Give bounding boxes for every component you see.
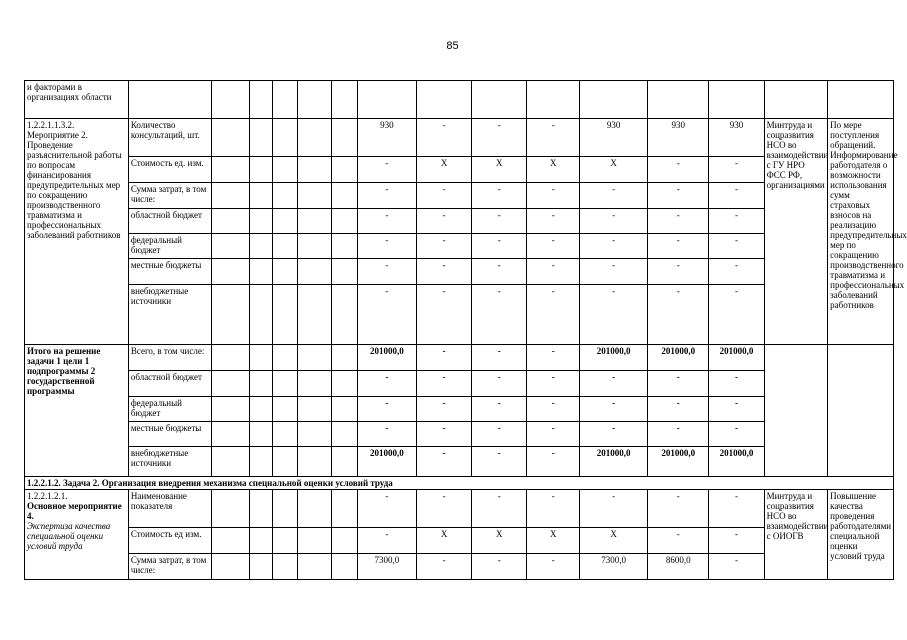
value-cell: - bbox=[472, 119, 527, 157]
value-cell: - bbox=[709, 259, 764, 285]
value-cell: - bbox=[527, 490, 580, 528]
value-cell: - bbox=[527, 447, 580, 477]
value-cell: - bbox=[357, 397, 416, 422]
value-cell: - bbox=[472, 371, 527, 397]
value-cell: - bbox=[648, 285, 709, 345]
value-cell: 201000,0 bbox=[580, 345, 648, 371]
value-cell: 201000,0 bbox=[648, 447, 709, 477]
value-cell: - bbox=[417, 183, 472, 209]
event-code: 1.2.2.1.2.1. bbox=[27, 491, 68, 501]
value-cell: - bbox=[709, 209, 764, 234]
row-label: внебюджетные источники bbox=[128, 285, 211, 345]
value-cell: - bbox=[527, 209, 580, 234]
value-cell: - bbox=[709, 285, 764, 345]
row-label: местные бюджеты bbox=[128, 422, 211, 447]
value-cell: - bbox=[417, 371, 472, 397]
value-cell: - bbox=[709, 234, 764, 259]
result-cell: По мере поступления обращений. Информирование работодателя о возможности использования сумм страховых взносов на реализацию предупредительных мер по сокращению производственного травматизма и профессиональных заболеваний работников bbox=[828, 119, 894, 345]
value-cell: - bbox=[472, 234, 527, 259]
row-label: Стоимость ед. изм. bbox=[128, 157, 211, 183]
value-cell: - bbox=[648, 209, 709, 234]
value-cell: - bbox=[357, 234, 416, 259]
value-cell: - bbox=[357, 259, 416, 285]
task-title: 1.2.2.1.2. Задача 2. Организация внедрения механизма специальной оценки условий труда bbox=[25, 477, 894, 490]
value-cell: - bbox=[417, 490, 472, 528]
row-label: Всего, в том числе: bbox=[128, 345, 211, 371]
value-cell: - bbox=[472, 490, 527, 528]
executor-cell bbox=[764, 345, 828, 477]
table-row bbox=[25, 234, 894, 259]
value-cell: - bbox=[709, 490, 764, 528]
value-cell: - bbox=[648, 397, 709, 422]
program-table bbox=[24, 80, 907, 580]
value-cell: 7300,0 bbox=[580, 554, 648, 580]
executor-cell: Минтруда и соцразвития НСО во взаимодействии с ГУ НРО ФСС РФ, организациями bbox=[764, 119, 828, 345]
value-cell: 930 bbox=[709, 119, 764, 157]
value-cell: - bbox=[648, 234, 709, 259]
row-label: Сумма затрат, в том числе: bbox=[128, 554, 211, 580]
value-cell: - bbox=[472, 422, 527, 447]
value-cell: - bbox=[648, 259, 709, 285]
value-cell: - bbox=[527, 422, 580, 447]
table-row bbox=[25, 209, 894, 234]
value-cell: - bbox=[709, 554, 764, 580]
event-title: Основное мероприятие 4. bbox=[27, 501, 122, 521]
value-cell: X bbox=[472, 528, 527, 554]
value-cell: - bbox=[417, 119, 472, 157]
row-label: федеральный бюджет bbox=[128, 397, 211, 422]
value-cell: - bbox=[357, 528, 416, 554]
row-label: местные бюджеты bbox=[128, 259, 211, 285]
value-cell: - bbox=[709, 157, 764, 183]
value-cell: - bbox=[527, 554, 580, 580]
result-cell bbox=[828, 345, 894, 477]
value-cell: - bbox=[472, 285, 527, 345]
table-row bbox=[25, 490, 894, 528]
value-cell: - bbox=[580, 234, 648, 259]
row-label: Сумма затрат, в том числе: bbox=[128, 183, 211, 209]
value-cell: - bbox=[580, 422, 648, 447]
table-row bbox=[25, 183, 894, 209]
value-cell: - bbox=[580, 490, 648, 528]
value-cell: - bbox=[527, 183, 580, 209]
value-cell: - bbox=[417, 345, 472, 371]
continuation-name: и факторами в организациях области bbox=[25, 81, 129, 119]
value-cell: - bbox=[357, 209, 416, 234]
table-row bbox=[25, 371, 894, 397]
value-cell: - bbox=[648, 371, 709, 397]
row-label: Количество консультаций, шт. bbox=[128, 119, 211, 157]
value-cell: - bbox=[709, 397, 764, 422]
value-cell: X bbox=[527, 528, 580, 554]
value-cell: - bbox=[580, 397, 648, 422]
value-cell: 930 bbox=[580, 119, 648, 157]
row-label: федеральный бюджет bbox=[128, 234, 211, 259]
table-row bbox=[25, 345, 894, 371]
row-label: Стоимость ед изм. bbox=[128, 528, 211, 554]
table-row bbox=[25, 447, 894, 477]
continuation-row bbox=[25, 81, 894, 119]
value-cell: 930 bbox=[357, 119, 416, 157]
row-label: областной бюджет bbox=[128, 371, 211, 397]
value-cell: - bbox=[527, 234, 580, 259]
value-cell: - bbox=[357, 285, 416, 345]
value-cell: X bbox=[527, 157, 580, 183]
row-label: внебюджетные источники bbox=[128, 447, 211, 477]
value-cell: - bbox=[417, 447, 472, 477]
value-cell: X bbox=[580, 528, 648, 554]
row-label: областной бюджет bbox=[128, 209, 211, 234]
table-row bbox=[25, 119, 894, 157]
value-cell: 201000,0 bbox=[709, 447, 764, 477]
result-cell: Повышение качества проведения работодателями специальной оценки условий труда bbox=[828, 490, 894, 580]
value-cell: - bbox=[472, 183, 527, 209]
table-row bbox=[25, 157, 894, 183]
value-cell: - bbox=[417, 209, 472, 234]
value-cell: - bbox=[648, 490, 709, 528]
value-cell: X bbox=[472, 157, 527, 183]
value-cell: - bbox=[580, 371, 648, 397]
event-name: 1.2.2.1.1.3.2. Мероприятие 2. Проведение разъяснительной работы по вопросам финансирования предупредительных мер по сокращению производственного травматизма и профессиональных заболеваний работников bbox=[25, 119, 129, 345]
value-cell: - bbox=[527, 345, 580, 371]
executor-cell: Минтруда и соцразвития НСО во взаимодействии с ОИОГВ bbox=[764, 490, 828, 580]
value-cell: 201000,0 bbox=[357, 345, 416, 371]
value-cell: 201000,0 bbox=[648, 345, 709, 371]
event-description: Экспертиза качества специальной оценки условий труда bbox=[27, 521, 111, 551]
table-row bbox=[25, 285, 894, 345]
value-cell: 201000,0 bbox=[709, 345, 764, 371]
value-cell: - bbox=[472, 345, 527, 371]
value-cell: - bbox=[472, 209, 527, 234]
value-cell: - bbox=[648, 528, 709, 554]
value-cell: - bbox=[709, 371, 764, 397]
value-cell: 201000,0 bbox=[580, 447, 648, 477]
value-cell: - bbox=[709, 183, 764, 209]
value-cell: - bbox=[417, 397, 472, 422]
event-name: Итого на решение задачи 1 цели 1 подпрограммы 2 государственной программы bbox=[25, 345, 129, 477]
value-cell: - bbox=[472, 447, 527, 477]
value-cell: - bbox=[709, 422, 764, 447]
value-cell: - bbox=[357, 157, 416, 183]
value-cell: - bbox=[580, 259, 648, 285]
value-cell: - bbox=[527, 285, 580, 345]
value-cell: - bbox=[357, 490, 416, 528]
value-cell: - bbox=[417, 285, 472, 345]
value-cell: X bbox=[580, 157, 648, 183]
table-row bbox=[25, 397, 894, 422]
value-cell: - bbox=[648, 157, 709, 183]
value-cell: - bbox=[472, 259, 527, 285]
table-row bbox=[25, 259, 894, 285]
value-cell: - bbox=[648, 422, 709, 447]
value-cell: - bbox=[472, 397, 527, 422]
value-cell: - bbox=[357, 422, 416, 447]
value-cell: - bbox=[417, 422, 472, 447]
value-cell: - bbox=[580, 285, 648, 345]
row-label: Наименование показателя bbox=[128, 490, 211, 528]
value-cell: X bbox=[417, 528, 472, 554]
value-cell: - bbox=[417, 259, 472, 285]
value-cell: 7300,0 bbox=[357, 554, 416, 580]
table-row bbox=[25, 528, 894, 554]
value-cell: - bbox=[417, 234, 472, 259]
value-cell: - bbox=[580, 209, 648, 234]
value-cell: - bbox=[417, 554, 472, 580]
value-cell: - bbox=[527, 397, 580, 422]
value-cell: - bbox=[709, 528, 764, 554]
value-cell: - bbox=[580, 183, 648, 209]
value-cell: - bbox=[648, 183, 709, 209]
value-cell: - bbox=[527, 371, 580, 397]
value-cell: 930 bbox=[648, 119, 709, 157]
value-cell: X bbox=[417, 157, 472, 183]
value-cell: - bbox=[357, 183, 416, 209]
value-cell: - bbox=[472, 554, 527, 580]
value-cell: 8600,0 bbox=[648, 554, 709, 580]
value-cell: - bbox=[357, 371, 416, 397]
value-cell: 201000,0 bbox=[357, 447, 416, 477]
value-cell: - bbox=[527, 119, 580, 157]
page-number: 85 bbox=[446, 40, 459, 52]
task-header-row bbox=[25, 477, 894, 490]
event-name bbox=[25, 490, 129, 580]
table-row bbox=[25, 422, 894, 447]
table-row bbox=[25, 554, 894, 580]
value-cell: - bbox=[527, 259, 580, 285]
